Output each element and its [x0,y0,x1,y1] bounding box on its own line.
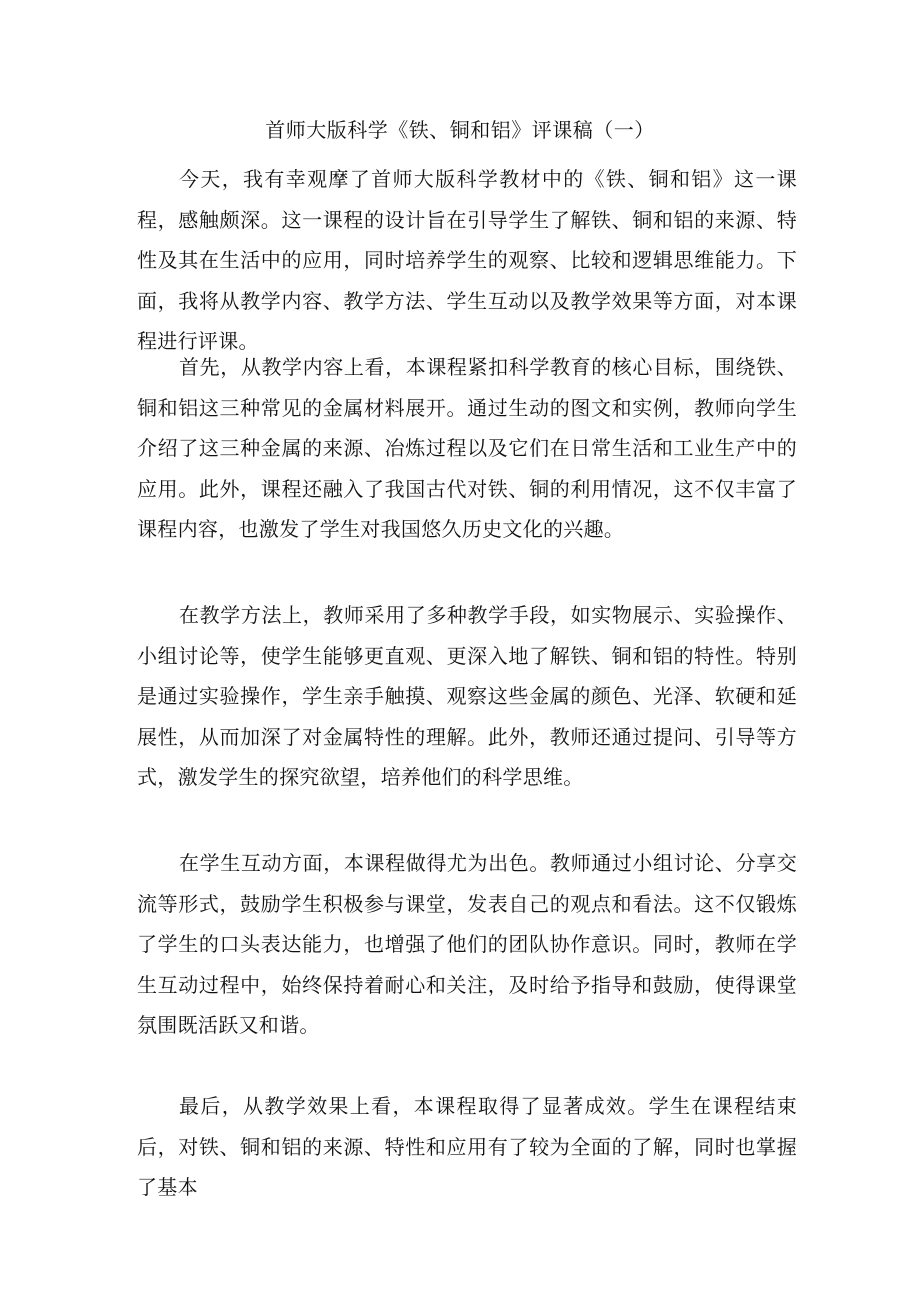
paragraph-teaching-method: 在教学方法上，教师采用了多种教学手段，如实物展示、实验操作、小组讨论等，使学生能够更直观、更深入地了解铁、铜和铝的特性。特别是通过实验操作，学生亲手触摸、观察这些金属的颜色、光泽、软硬和延展性，从而加深了对金属特性的理解。此外，教师还通过提问、引导等方式，激发学生的探究欲望，培养他们的科学思维。 [137,603,797,789]
document-title: 首师大版科学《铁、铜和铝》评课稿（一） [265,118,655,142]
paragraph-teaching-content: 首先，从教学内容上看，本课程紧扣科学教育的核心目标，围绕铁、铜和铝这三种常见的金属材料展开。通过生动的图文和实例，教师向学生介绍了这三种金属的来源、冶炼过程以及它们在日常生活和工业生产中的应用。此外，课程还融入了我国古代对铁、铜的利用情况，这不仅丰富了课程内容，也激发了学生对我国悠久历史文化的兴趣。 [137,355,797,541]
paragraph-intro: 今天，我有幸观摩了首师大版科学教材中的《铁、铜和铝》这一课程，感触颇深。这一课程的设计旨在引导学生了解铁、铜和铝的来源、特性及其在生活中的应用，同时培养学生的观察、比较和逻辑思维能力。下面，我将从教学内容、教学方法、学生互动以及教学效果等方面，对本课程进行评课。 [137,167,797,353]
paragraph-teaching-effect: 最后，从教学效果上看，本课程取得了显著成效。学生在课程结束后，对铁、铜和铝的来源、特性和应用有了较为全面的了解，同时也掌握了基本 [137,1094,797,1199]
paragraph-student-interaction: 在学生互动方面，本课程做得尤为出色。教师通过小组讨论、分享交流等形式，鼓励学生积极参与课堂，发表自己的观点和看法。这不仅锻炼了学生的口头表达能力，也增强了他们的团队协作意识。同时，教师在学生互动过程中，始终保持着耐心和关注，及时给予指导和鼓励，使得课堂氛围既活跃又和谐。 [137,851,797,1037]
